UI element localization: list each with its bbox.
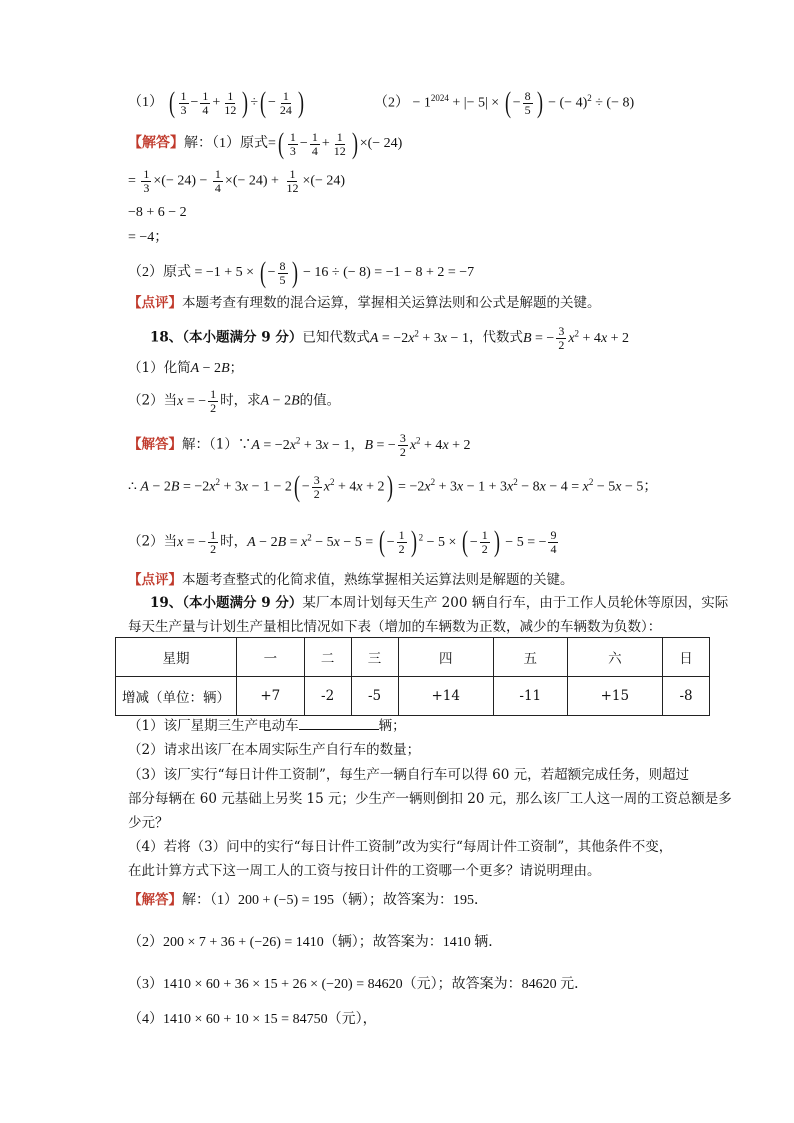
q18-answer-intro: 解：（1）∵ <box>182 436 252 453</box>
q19-stem-line2: 每天生产量与计划生产量相比情况如下表（增加的车辆数为正数，减少的车辆数为负数）： <box>128 619 662 635</box>
q17-answer-line2: = $\frac{1}{3}$ ×(− 24) − $\frac{1}{4}$ ×(− 24) + $\frac{1}{12}$ ×(− 24) <box>128 167 346 195</box>
table-cell: +14 <box>398 677 493 716</box>
table-row <box>116 677 710 716</box>
table-cell: -11 <box>493 677 567 716</box>
q17-step3: −8 + 6 − 2 <box>128 205 187 220</box>
q18-part2-b: 时， <box>220 533 248 550</box>
comment-tag: 【点评】 <box>128 295 182 311</box>
answer-blank[interactable] <box>299 715 379 730</box>
q18-answer-line2: ∴ $A - 2B = -2x^2 + 3x - 1 - 2$( − $\frac{3}{2}$ $x^2 + 4x + 2) = -2x^2 + 3x - 1 + 3x^2 - 8x - 4 = x^2 - 5x - 5$； <box>128 470 658 504</box>
table-cell: -5 <box>351 677 398 716</box>
table-cell: +7 <box>237 677 305 716</box>
therefore-symbol: ∴ <box>128 479 137 495</box>
q19-sub3-line1: （3）该厂实行“每日计件工资制”，每生产一辆自行车可以得 60 元，若超额完成任务，则超过 <box>128 767 690 783</box>
q17-part2-expression: $(2) - 1^{2024}$ + |− 5| × ( − $\frac{8}{5}$ ) − (− 4)$^2$ ÷ (− 8) <box>374 86 635 120</box>
q19-ans4: （4）1410 × 60 + 10 × 15 = 84750（元）， <box>128 1012 377 1027</box>
part1-label: （1） <box>128 95 163 111</box>
part2-label: （2） <box>374 95 409 111</box>
table-cell: +15 <box>567 677 662 716</box>
q19-number: 19、 <box>150 595 183 611</box>
q19-points: （本小题满分 9 分） <box>182 595 303 611</box>
q18-sub2: （2）当x = − $\frac{1}{2}$ 时，求A − 2B的值。 <box>128 387 341 415</box>
q18-answer-line1: 【解答】解：（1）∵A = $-2x^2 + 3x - 1$，B = − $\frac{3}{2}$ $x^2 + 4x + 2$ <box>128 430 471 459</box>
q19-ans2: （2）200 × 7 + 36 + (−26) = 1410（辆）；故答案为：1410 辆． <box>128 935 503 950</box>
table-header-row <box>116 638 710 677</box>
q19-ans1: 解：（1）200 + (−5) = 195（辆）；故答案为：195． <box>182 893 489 908</box>
q19-stem-text1: 某厂本周计划每天生产 200 辆自行车，由于工作人员轮休等原因，实际 <box>302 595 729 611</box>
q18-answer-line3: （2）当x = − $\frac{1}{2}$ 时，$A - 2B = x^2 - 5x - 5$ = ( − $\frac{1}{2}$ ) $^2$ − 5 × ( − $\frac{1}{2}$ ) − 5 = − $\frac{9}{4}$ <box>128 525 557 559</box>
q18-sub1-text: （1）化简 <box>128 360 191 376</box>
q19-sub1-b: 辆； <box>378 718 406 734</box>
q17-answer-line1: 【解答】解：（1）原式=( $\frac{1}{3}$ − $\frac{1}{4}$ + $\frac{1}{12}$ ) ×(− 24) <box>128 127 403 160</box>
q17-comment <box>128 293 601 313</box>
comment-text: 本题考查有理数的混合运算，掌握相关运算法则和公式是解题的关键。 <box>182 295 601 311</box>
table-cell: 二 <box>304 638 351 677</box>
q18-stem-b: ，代数式 <box>468 329 523 346</box>
table-cell: 四 <box>398 638 493 677</box>
q19-sub4-line1: （4）若将（3）问中的实行“每日计件工资制”改为实行“每周计件工资制”，其他条件不变， <box>128 839 673 855</box>
q19-answer-tag: 【解答】 <box>128 892 182 908</box>
table-cell: 六 <box>567 638 662 677</box>
q18-answer-tag: 【解答】 <box>128 436 182 453</box>
q17-step4: = −4； <box>128 230 169 245</box>
q17-part2-answer: （2）原式 = −1 + 5 × ( − $\frac{8}{5}$ ) − 16 ÷ (− 8) = −1 − 8 + 2 = −7 <box>128 256 475 289</box>
q18-sub2-a: （2）当 <box>128 392 178 409</box>
production-table <box>115 637 710 716</box>
q18-comment-text: 本题考查整式的化简求值，熟练掌握相关运算法则是解题的关键。 <box>182 572 574 588</box>
q18-sub1: （1）化简A − 2B； <box>128 360 244 376</box>
q19-sub1 <box>128 715 406 736</box>
table-cell: 三 <box>351 638 398 677</box>
q18-stem-a: 已知代数式 <box>302 329 370 346</box>
q18-sub2-b: 时，求 <box>220 392 261 409</box>
answer-tag: 【解答】 <box>128 136 184 152</box>
q19-answer-line1 <box>128 890 488 911</box>
answer-intro: 解：（1）原式= <box>184 136 276 152</box>
table-cell: 星期 <box>116 638 237 677</box>
q19-ans3: （3）1410 × 60 + 36 × 15 + 26 × (−20) = 84620（元）；故答案为：84620 元． <box>128 977 589 992</box>
q18-part2-a: （2）当 <box>128 533 178 550</box>
part2-answer-label: （2）原式 <box>128 265 191 281</box>
table-cell: 日 <box>663 638 710 677</box>
q17-expressions: （1） ( $\frac{1}{3}$ − $\frac{1}{4}$ + $\frac{1}{12}$ ) ÷( − $\frac{1}{24}$ ) <box>128 86 304 119</box>
q19-stem-line1 <box>150 593 728 613</box>
table-cell: -8 <box>663 677 710 716</box>
q18-number: 18、 <box>150 329 183 346</box>
q19-sub1-a: （1）该厂星期三生产电动车 <box>128 718 299 734</box>
q19-sub3-line2: 部分每辆在 60 元基础上另奖 15 元；少生产一辆则倒扣 20 元，那么该厂工人这一周的工资总额是多 <box>128 791 732 807</box>
q18-comment-tag: 【点评】 <box>128 572 182 588</box>
table-cell: 一 <box>237 638 305 677</box>
q19-sub3-line3: 少元？ <box>128 815 169 831</box>
q19-sub4-line2: 在此计算方式下这一周工人的工资与按日计件的工资哪一个更多？请说明理由。 <box>128 863 601 879</box>
table-cell: 增减（单位：辆） <box>116 677 237 716</box>
table-cell: 五 <box>493 638 567 677</box>
q18-stem: 18、（本小题满分 9 分）已知代数式$A = -2x^2 + 3x - 1$，代数式B = − $\frac{3}{2}$ $x^2 + 4x + 2$ <box>150 323 630 352</box>
q18-points: （本小题满分 9 分） <box>182 329 303 346</box>
table-cell: -2 <box>304 677 351 716</box>
q18-sub2-c: 的值。 <box>299 392 341 409</box>
q18-comment <box>128 570 574 590</box>
q19-sub2: （2）请求出该厂在本周实际生产自行车的数量； <box>128 742 421 758</box>
